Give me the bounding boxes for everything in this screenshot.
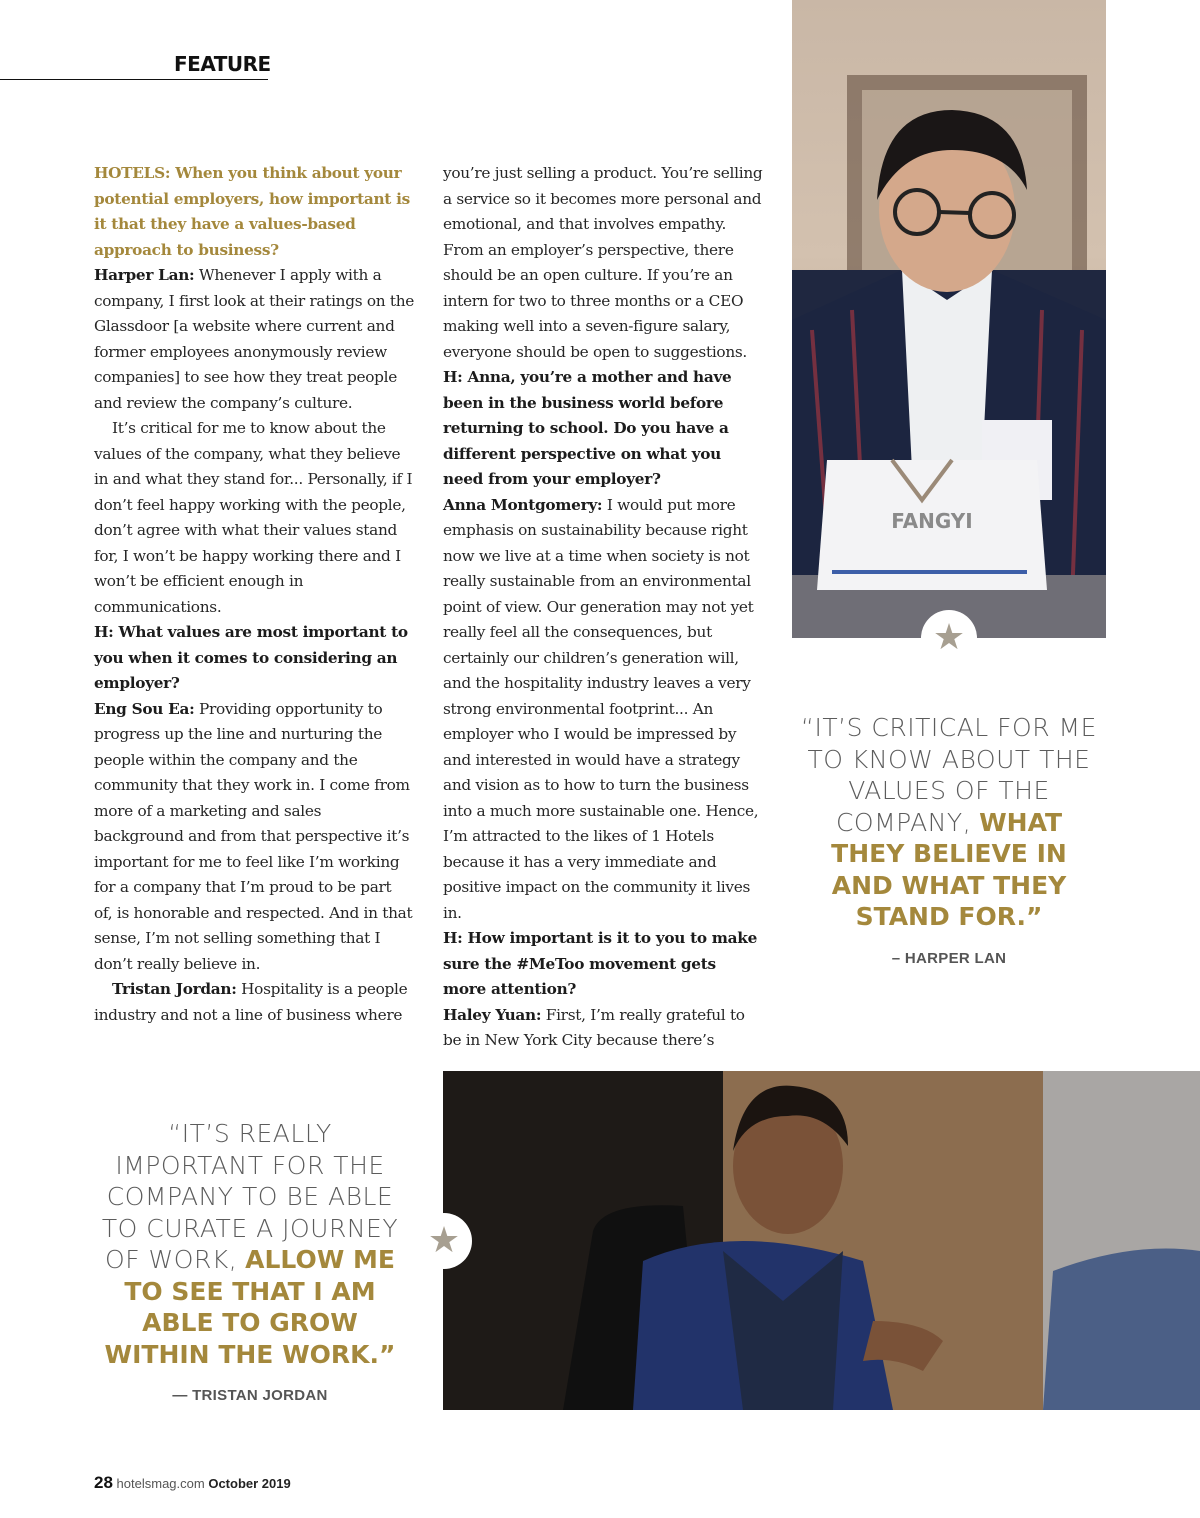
speaker-name: Anna Montgomery: [443,495,603,514]
answer-text: I would put more emphasis on sustainability because right now we live at a time when society is not really sustainable from an environmental point of view. Our generation may not yet really feel all the consequences, but certainly our children’s generation will, and the hospitality industry leaves a very strong environmental footprint... An employer who I would be impressed by and interested in would have a strategy and vision as to how to turn the business into a much more sustainable one. Hence, I’m attracted to the likes of 1 Hotels because it has a very immediate and positive impact on the community it lives in. [443,495,759,922]
portrait-photo [792,0,1106,638]
answer-anna [443,493,763,927]
footer-date: October 2019 [208,1476,291,1491]
pull-quote-tristan [90,1118,410,1412]
pull-quote-light: “IT’S CRITICAL FOR ME TO KNOW ABOUT THE VALUES OF THE COMPANY, [801,713,1097,837]
name-card-text: FANGYI [891,509,973,533]
pull-quote-harper [798,712,1100,974]
answer-tristan-cont: you’re just selling a product. You’re selling a service so it becomes more personal and emotional, and that involves empathy. From an employer’s perspective, there should be an open culture. If you’re an intern for two to three months or a CEO making well into a seven-figure salary, everyone should be open to suggestions. [443,164,763,361]
question-4: H: How important is it to you to make sure the #MeToo movement gets more attention? [443,929,758,998]
answer-harper-cont: It’s critical for me to know about the values of the company, what they believe in and what they stand for... Personally, if I don’t feel happy working with the people, don’t agree with what their values stand for, I won’t be happy working there and I won’t be efficient enough in communications. [94,419,413,616]
footer-site: hotelsmag.com [116,1476,205,1491]
question-2: H: What values are most important to you when it comes to considering an employer? [94,623,408,692]
answer-text: Hospitality is a people industry and not a line of business where [94,980,408,1024]
speaker-name: Tristan Jordan: [112,980,237,998]
page-number: 28 [94,1473,113,1492]
answer-tristan [94,977,414,1028]
star-icon: ★ [921,610,977,666]
pull-quote-attribution: — TRISTAN JORDAN [172,1387,328,1404]
section-label: FEATURE [174,52,271,76]
pull-quote-emphasis: WHAT THEY BELIEVE IN AND WHAT THEY STAND FOR.” [831,807,1067,931]
answer-harper [94,263,414,416]
article-column-2 [443,161,763,1054]
speaker-name: Haley Yuan: [443,1005,542,1024]
tristan-photo-illustration [443,1071,1200,1410]
page-footer [94,1473,291,1493]
answer-eng [94,697,414,978]
answer-text: Whenever I apply with a company, I first look at their ratings on the Glassdoor [a website where current and former employees anonymously review companies] to see how they treat people and review the company’s culture. [94,266,415,412]
pull-quote-emphasis: ALLOW ME TO SEE THAT I AM ABLE TO GROW WITHIN THE WORK.” [104,1245,396,1369]
speaker-name: Harper Lan: [94,266,195,284]
question-1: HOTELS: When you think about your potential employers, how important is it that they have a values-based approach to business? [94,164,410,259]
question-3: H: Anna, you’re a mother and have been in the business world before returning to school. Do you have a different perspective on what you need from your employer? [443,368,732,488]
answer-haley [443,1003,763,1054]
star-icon: ★ [416,1213,472,1269]
answer-text: Providing opportunity to progress up the line and nurturing the people within the company and the community that they work in. I come from more of a marketing and sales background and from that perspective it’s important for me to feel like I’m working for a company that I’m proud to be part of, is honorable and respected. And in that sense, I’m not selling something that I don’t really believe in. [94,699,413,973]
portrait-photo-illustration [792,0,1106,638]
tristan-photo [443,1071,1200,1410]
article-column-1 [94,161,414,1028]
speaker-name: Eng Sou Ea: [94,699,195,718]
pull-quote-light: “IT’S REALLY IMPORTANT FOR THE COMPANY TO BE ABLE TO CURATE A JOURNEY OF WORK, [101,1119,399,1274]
answer-text: First, I’m really grateful to be in New York City because there’s [443,1005,745,1049]
section-rule [0,79,268,80]
pull-quote-attribution: – HARPER LAN [891,949,1007,967]
